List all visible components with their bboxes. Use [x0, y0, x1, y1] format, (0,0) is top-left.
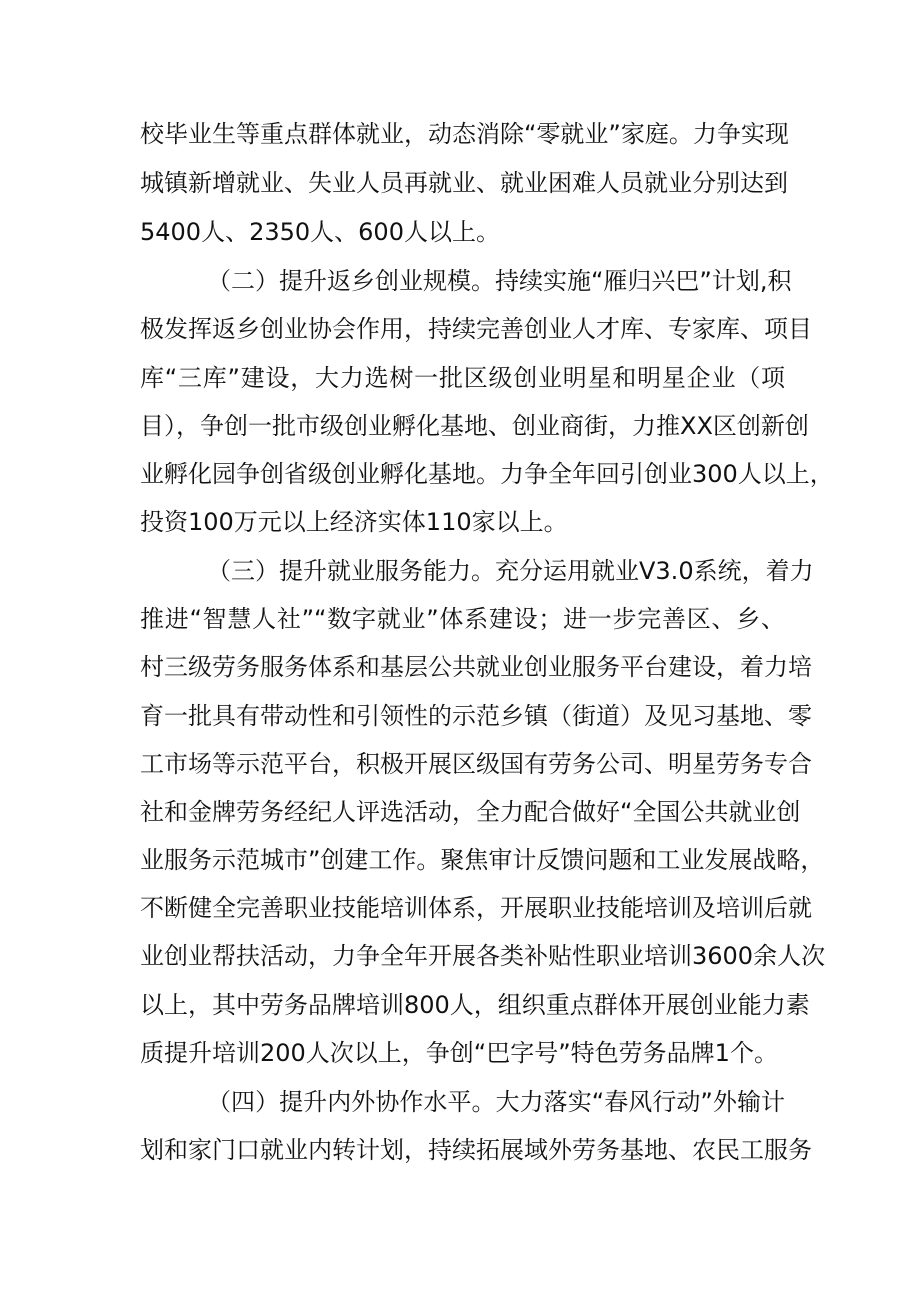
text-line: 城镇新增就业、失业人员再就业、就业困难人员就业分别达到	[140, 169, 788, 197]
section-heading-line: （二）提升返乡创业规模。持续实施“雁归兴巴”计划,积	[207, 267, 792, 295]
text-line: 不断健全完善职业技能培训体系，开展职业技能培训及培训后就	[140, 894, 812, 922]
text-line: 5400人、2350人、600人以上。	[140, 218, 500, 246]
section-heading-line: （四）提升内外协作水平。大力落实“春风行动”外输计	[207, 1088, 785, 1116]
text-line: 质提升培训200人次以上，争创“巴字号”特色劳务品牌1个。	[140, 1039, 778, 1067]
text-line: 村三级劳务服务体系和基层公共就业创业服务平台建设，着力培	[140, 653, 812, 681]
text-line: 推进“智慧人社”“数字就业”体系建设；进一步完善区、乡、	[140, 605, 785, 633]
text-line: 划和家门口就业内转计划，持续拓展域外劳务基地、农民工服务	[140, 1136, 812, 1164]
text-line: 库“三库”建设，大力选树一批区级创业明星和明星企业（项	[140, 364, 785, 392]
text-line: 业服务示范城市”创建工作。聚焦审计反馈问题和工业发展战略，	[140, 846, 825, 874]
section-heading-line: （三）提升就业服务能力。充分运用就业V3.0系统，着力	[207, 557, 814, 585]
text-line: 业孵化园争创省级创业孵化基地。力争全年回引创业300人以上，	[140, 460, 834, 488]
text-line: 校毕业生等重点群体就业，动态消除“零就业”家庭。力争实现	[140, 120, 789, 148]
text-line: 以上，其中劳务品牌培训800人，组织重点群体开展创业能力素	[140, 991, 810, 1019]
text-line: 极发挥返乡创业协会作用，持续完善创业人才库、专家库、项目	[140, 315, 812, 343]
text-line: 社和金牌劳务经纪人评选活动，全力配合做好“全国公共就业创	[140, 798, 801, 826]
text-line: 工市场等示范平台，积极开展区级国有劳务公司、明星劳务专合	[140, 750, 812, 778]
text-line: 目），争创一批市级创业孵化基地、创业商街，力推XX区创新创	[140, 412, 809, 440]
text-line: 业创业帮扶活动，力争全年开展各类补贴性职业培训3600余人次	[140, 942, 826, 970]
text-line: 投资100万元以上经济实体110家以上。	[140, 508, 568, 536]
text-line: 育一批具有带动性和引领性的示范乡镇（街道）及见习基地、零	[140, 702, 812, 730]
